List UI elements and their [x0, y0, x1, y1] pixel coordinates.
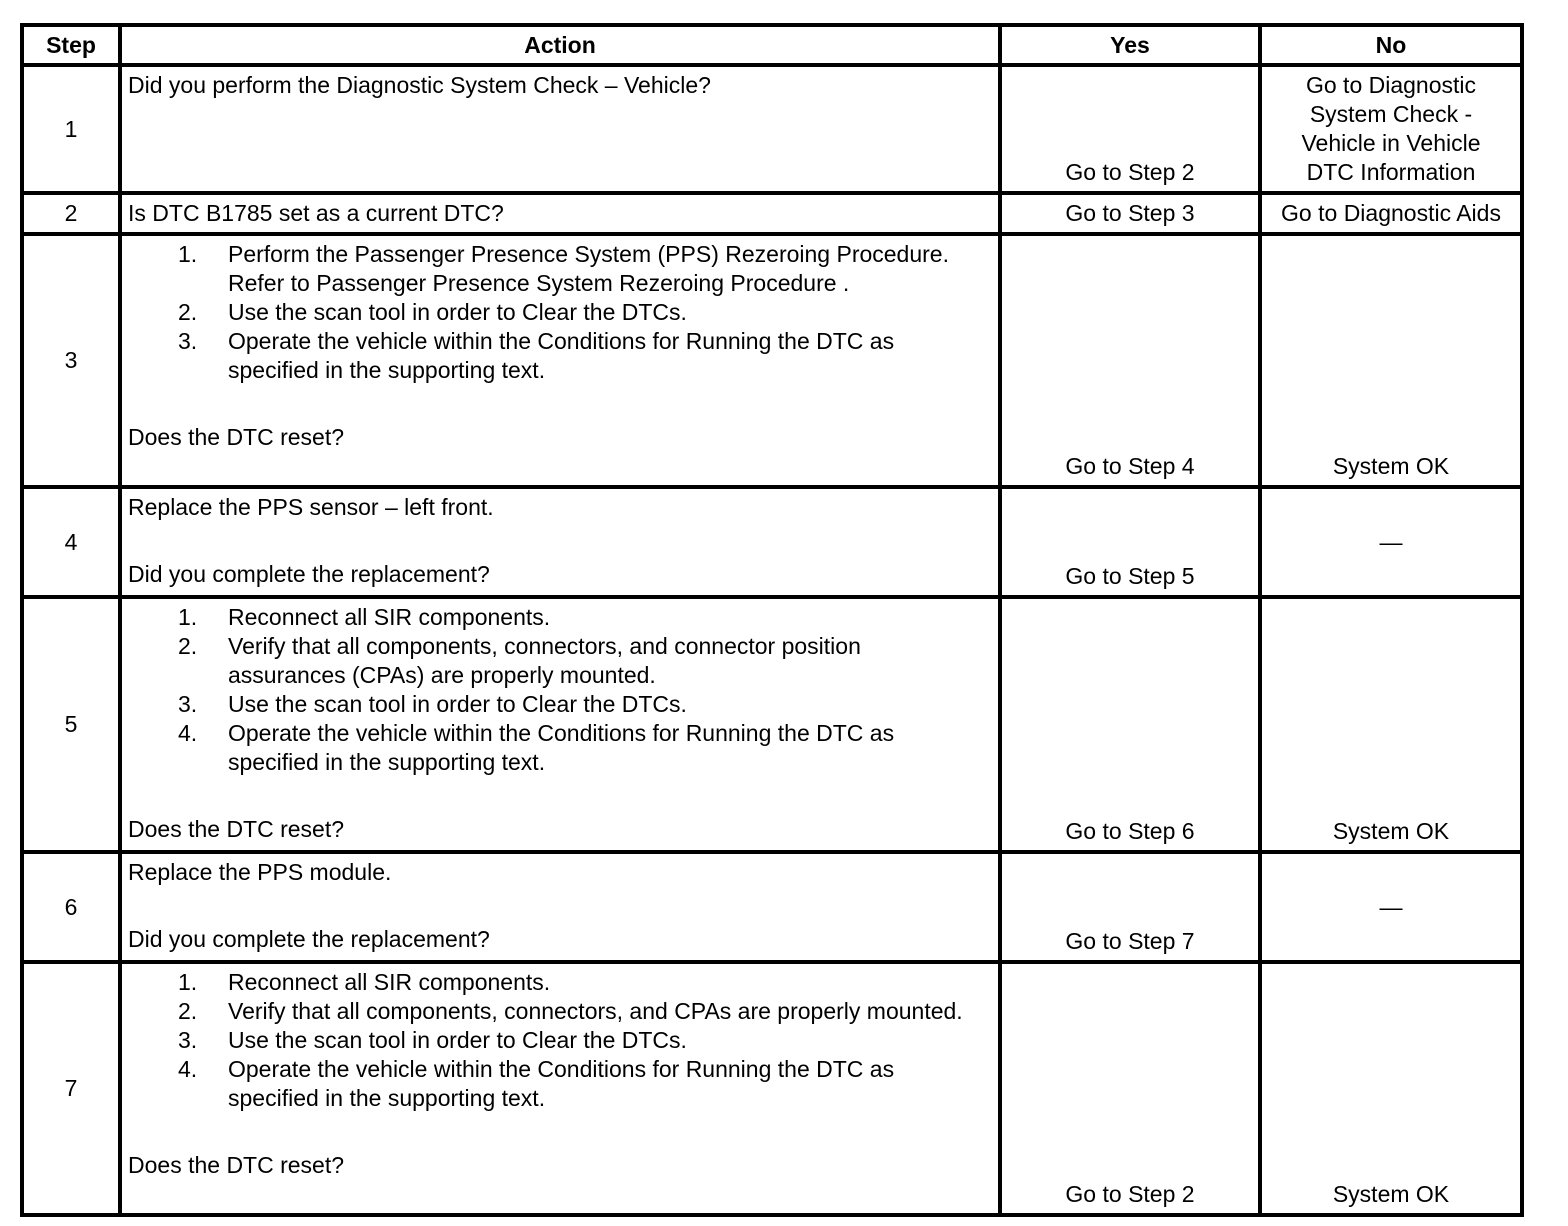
substep-item: 1. Reconnect all SIR components. [178, 969, 551, 995]
yes-link[interactable]: Go to Step 3 [1000, 193, 1260, 234]
step-number: 7 [22, 962, 120, 1215]
substep-item: 2. Verify that all components, connectors, and CPAs are properly mounted. [178, 998, 963, 1024]
table-row [22, 852, 1522, 962]
yes-link[interactable]: Go to Step 4 [1000, 234, 1260, 487]
no-link[interactable]: Go to Diagnostic System Check - Vehicle in Vehicle DTC Information [1260, 65, 1522, 193]
action-question: Does the DTC reset? [128, 816, 345, 842]
action-cell [120, 193, 1000, 234]
no-link[interactable]: System OK [1260, 234, 1522, 487]
table-row [22, 234, 1522, 487]
action-cell [120, 234, 1000, 487]
yes-link[interactable]: Go to Step 6 [1000, 597, 1260, 852]
step-number: 1 [22, 65, 120, 193]
header-action: Action [120, 25, 1000, 65]
substep-list [128, 603, 992, 777]
header-row [22, 25, 1522, 65]
action-question: Did you complete the replacement? [128, 561, 490, 587]
no-link[interactable]: System OK [1260, 597, 1522, 852]
table-row [22, 487, 1522, 597]
substep-item: 3. Operate the vehicle within the Conditions for Running the DTC as specified in the supporting text. [178, 328, 895, 383]
yes-link[interactable]: Go to Step 5 [1000, 487, 1260, 597]
diagnostic-table [20, 23, 1524, 1217]
step-number: 2 [22, 193, 120, 234]
action-text: Is DTC B1785 set as a current DTC? [128, 200, 504, 226]
header-step: Step [22, 25, 120, 65]
step-number: 5 [22, 597, 120, 852]
action-text: Replace the PPS module. [128, 859, 392, 885]
action-text: Did you perform the Diagnostic System Check – Vehicle? [128, 72, 711, 98]
substep-list [128, 968, 992, 1113]
action-question: Does the DTC reset? [128, 424, 345, 450]
substep-list [128, 240, 992, 385]
substep-item: 1. Perform the Passenger Presence System (PPS) Rezeroing Procedure. Refer to Passenger Presence System Rezeroing Procedure . [178, 241, 949, 296]
substep-item: 3. Use the scan tool in order to Clear the DTCs. [178, 691, 687, 717]
no-link[interactable]: System OK [1260, 962, 1522, 1215]
substep-item: 4. Operate the vehicle within the Conditions for Running the DTC as specified in the supporting text. [178, 1056, 895, 1111]
yes-link[interactable]: Go to Step 2 [1000, 65, 1260, 193]
substep-item: 4. Operate the vehicle within the Conditions for Running the DTC as specified in the supporting text. [178, 720, 895, 775]
substep-item: 1. Reconnect all SIR components. [178, 604, 551, 630]
action-cell [120, 487, 1000, 597]
action-text: Replace the PPS sensor – left front. [128, 494, 494, 520]
substep-item: 2. Use the scan tool in order to Clear the DTCs. [178, 299, 687, 325]
table-row [22, 597, 1522, 852]
action-cell [120, 962, 1000, 1215]
yes-link[interactable]: Go to Step 2 [1000, 962, 1260, 1215]
substep-item: 2. Verify that all components, connectors, and connector position assurances (CPAs) are properly mounted. [178, 633, 861, 688]
table-row [22, 962, 1522, 1215]
yes-link[interactable]: Go to Step 7 [1000, 852, 1260, 962]
step-number: 4 [22, 487, 120, 597]
no-dash: — [1260, 487, 1522, 597]
no-dash: — [1260, 852, 1522, 962]
table-row [22, 193, 1522, 234]
header-no: No [1260, 25, 1522, 65]
substep-item: 3. Use the scan tool in order to Clear the DTCs. [178, 1027, 687, 1053]
step-number: 3 [22, 234, 120, 487]
step-number: 6 [22, 852, 120, 962]
action-cell [120, 65, 1000, 193]
action-cell [120, 597, 1000, 852]
no-link[interactable]: Go to Diagnostic Aids [1260, 193, 1522, 234]
action-cell [120, 852, 1000, 962]
action-question: Does the DTC reset? [128, 1152, 345, 1178]
header-yes: Yes [1000, 25, 1260, 65]
action-question: Did you complete the replacement? [128, 926, 490, 952]
table-row [22, 65, 1522, 193]
